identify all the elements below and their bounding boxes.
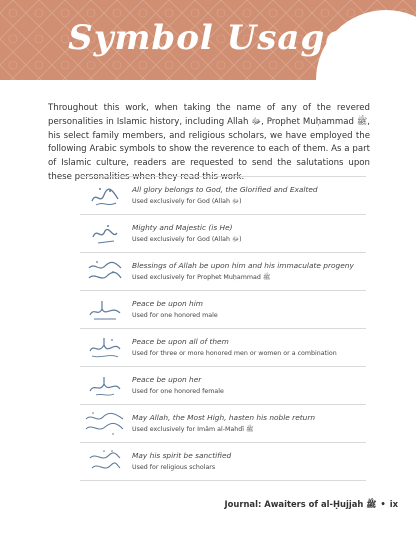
symbol-usage: Used exclusively for Imām al-Mahdī ﷺ	[132, 425, 254, 433]
calligraphy-alayhim-salam-icon	[80, 332, 130, 364]
calligraphy-alayha-salam-icon	[80, 370, 130, 402]
symbol-meaning: Mighty and Majestic (is He)	[132, 222, 233, 232]
intro-paragraph: Throughout this work, when taking the name of any of the revered personalities in Islamic history, including Allah ﷻ, Prophet Muḥammad ﷺ, his select family members, and religious scholars, we have employed the following Arabic symbols to show the reverence to each of them. As a part of Islamic culture, readers are requested to send the salutations upon these personalities when they read this work.	[48, 103, 370, 182]
journal-title: Journal: Awaiters of al-Ḥujjah ﷺ	[224, 499, 377, 509]
calligraphy-subhanahu-icon	[80, 180, 130, 212]
page-number: ix	[389, 499, 398, 509]
symbol-usage: Used for one honored female	[132, 387, 224, 395]
symbol-row	[80, 176, 366, 214]
calligraphy-azza-wa-jal-icon	[80, 218, 130, 250]
calligraphy-quddisa-sirruhu-icon	[80, 446, 130, 478]
symbol-usage: Used for one honored male	[132, 311, 218, 319]
symbol-row	[80, 404, 366, 442]
header-banner	[0, 0, 416, 80]
calligraphy-alayhi-salam-icon	[80, 294, 130, 326]
page-footer	[225, 499, 399, 512]
symbol-row	[80, 442, 366, 481]
symbol-row	[80, 366, 366, 404]
symbol-meaning: Peace be upon her	[132, 374, 202, 384]
symbol-meaning: Blessings of Allah be upon him and his immaculate progeny	[132, 260, 354, 270]
symbol-row	[80, 252, 366, 290]
page-title: Symbol Usage	[68, 18, 348, 58]
symbol-usage: Used for three or more honored men or women or a combination	[132, 349, 337, 357]
symbol-row	[80, 214, 366, 252]
symbol-meaning: Peace be upon all of them	[132, 336, 229, 346]
symbol-row	[80, 290, 366, 328]
calligraphy-salawat-icon	[80, 256, 130, 288]
calligraphy-ajjal-icon	[80, 408, 130, 440]
symbol-usage: Used exclusively for God (Allah ﷻ)	[132, 235, 242, 243]
symbol-row	[80, 328, 366, 366]
symbol-usage: Used exclusively for Prophet Muḥammad ﷺ	[132, 273, 271, 281]
symbol-meaning: Peace be upon him	[132, 298, 203, 308]
symbol-meaning: All glory belongs to God, the Glorified and Exalted	[132, 184, 318, 194]
footer-separator: •	[380, 499, 386, 509]
symbol-meaning: May his spirit be sanctified	[132, 450, 232, 460]
symbol-meaning: May Allah, the Most High, hasten his noble return	[132, 412, 316, 422]
symbol-usage: Used exclusively for God (Allah ﷻ)	[132, 197, 242, 205]
symbol-table	[80, 176, 366, 481]
symbol-usage: Used for religious scholars	[132, 463, 216, 471]
